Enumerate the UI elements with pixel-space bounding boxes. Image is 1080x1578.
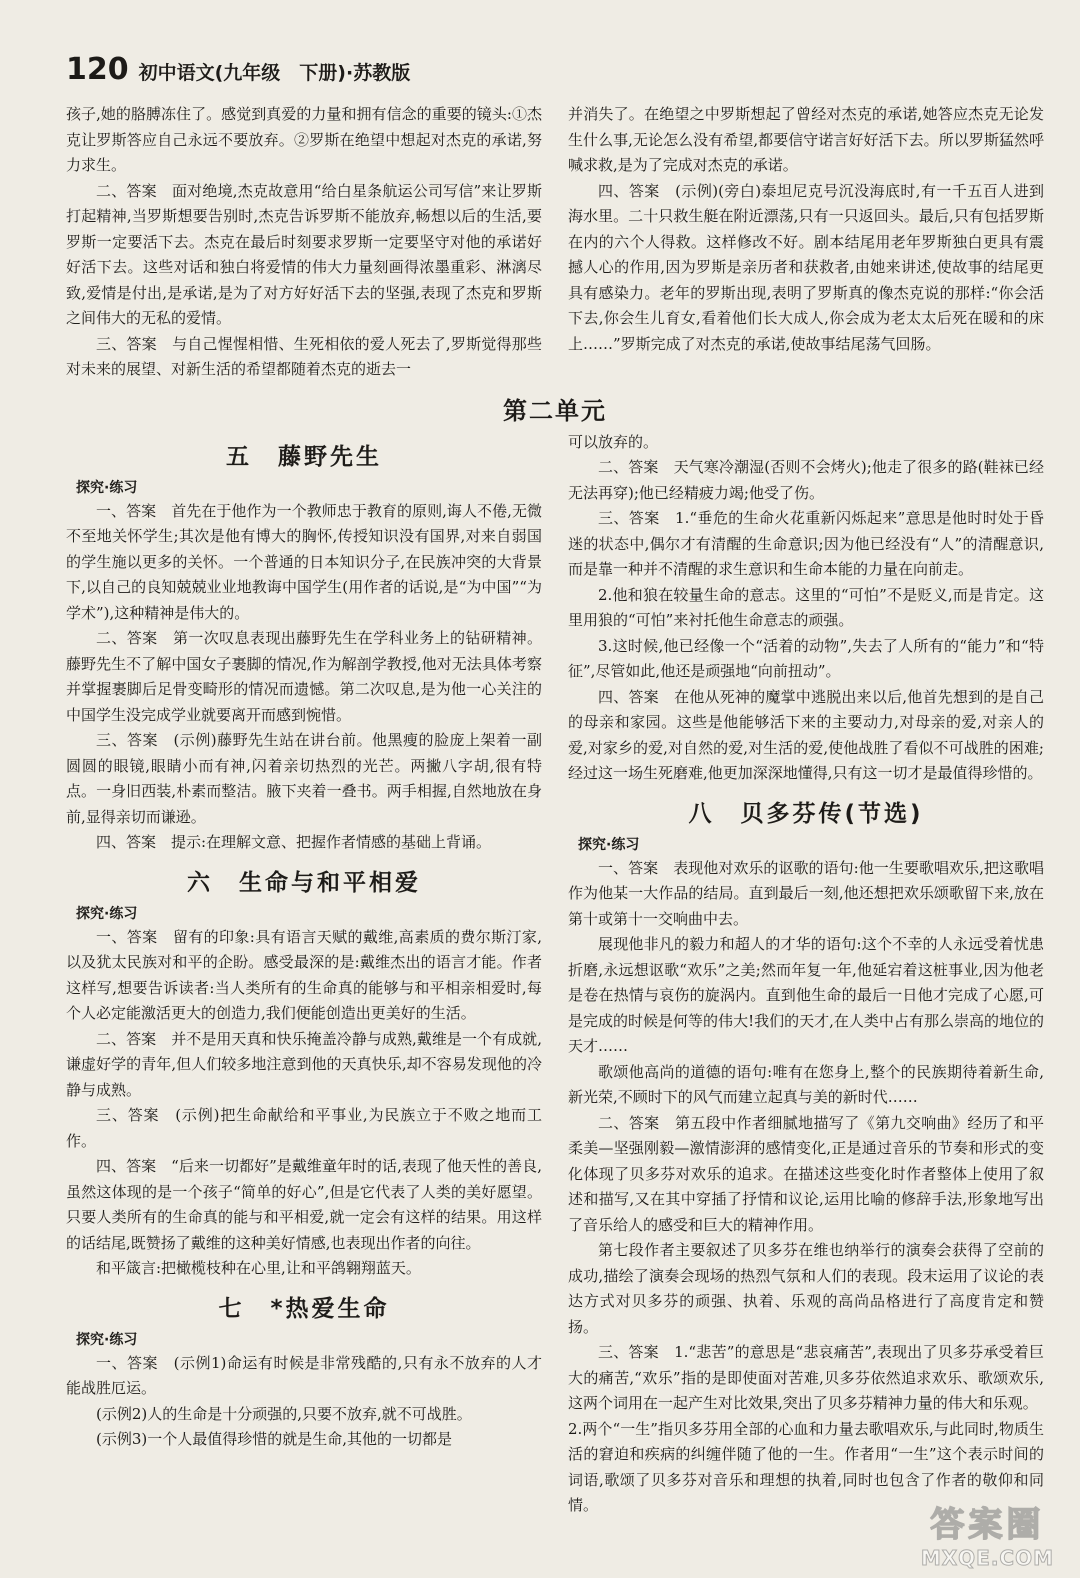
paragraph: 三、答案 (示例)藤野先生站在讲台前。他黑瘦的脸庞上架着一副圆圆的眼镜,眼睛小而有神,闪着亲切热烈的光芒。两撇八字胡,很有特点。一身旧西装,朴素而整洁。腋下夹着一叠书。两手相握,自然地放在身前,显得亲切而谦逊。 — [66, 731, 542, 826]
paragraph: 二、答案 第一次叹息表现出藤野先生在学科业务上的钻研精神。藤野先生不了解中国女子裹脚的情况,作为解剖学教授,他对无法具体考察并掌握裹脚后足骨变畸形的情况而遗憾。第二次叹息,是为他一心关注的中国学生没完成学业就要离开而感到惋惜。 — [66, 629, 542, 724]
paragraph: 2.两个“一生”指贝多芬用全部的心血和力量去歌唱欢乐,与此同时,物质生活的窘迫和疾病的纠缠伴随了他的一生。作者用“一生”这个表示时间的词语,歌颂了贝多芬对音乐和理想的执着,同时也包含了作者的敬仰和同情。 — [568, 1419, 1044, 1514]
lesson-title-7: 七 *热爱生命 — [218, 1295, 390, 1322]
paragraph: (示例3)一个人最值得珍惜的就是生命,其他的一切都是 — [96, 1430, 453, 1448]
paragraph: 三、答案 (示例)把生命献给和平事业,为民族立于不败之地而工作。 — [66, 1106, 542, 1150]
section-label: 探究·练习 — [76, 905, 138, 922]
lesson-title-6: 六 生命与和平相爱 — [187, 869, 421, 896]
top-columns — [66, 102, 1044, 383]
top-left-column — [66, 102, 542, 383]
top-right-column — [568, 102, 1044, 383]
bottom-right-column — [568, 430, 1044, 1519]
paragraph: 和平箴言:把橄榄枝种在心里,让和平鸽翱翔蓝天。 — [96, 1259, 421, 1277]
bottom-columns — [66, 430, 1044, 1519]
section-label: 探究·练习 — [76, 1331, 138, 1348]
book-title: 初中语文(九年级 下册)·苏教版 — [138, 62, 411, 84]
paragraph: 一、答案 首先在于他作为一个教师忠于教育的原则,诲人不倦,无微不至地关怀学生;其次是他有博大的胸怀,传授知识没有国界,对来自弱国的学生施以更多的关怀。一个普通的日本知识分子,在民族冲突的大背景下,以自己的良知兢兢业业地教诲中国学生(用作者的话说,是“为中国”“为学术”),这种精神是伟大的。 — [66, 501, 542, 622]
paragraph: 三、答案 1.“垂危的生命火花重新闪烁起来”意思是他时时处于昏迷的状态中,偶尔才有清醒的生命意识;因为他已经没有“人”的清醒意识,而是靠一种并不清醒的求生意识和生命本能的力量在向前走。 — [568, 509, 1044, 578]
paragraph: 一、答案 留有的印象:具有语言天赋的戴维,高素质的费尔斯汀家,以及犹太民族对和平的企盼。感受最深的是:戴维杰出的语言才能。作者这样写,想要告诉读者:当人类所有的生命真的能够与和平相亲相爱时,每个人必定能激活更大的创造力,我们便能创造出更美好的生活。 — [66, 927, 542, 1022]
paragraph: 四、答案 在他从死神的魔掌中逃脱出来以后,他首先想到的是自己的母亲和家园。这些是他能够活下来的主要动力,对母亲的爱,对亲人的爱,对家乡的爱,对自然的爱,对生活的爱,使他战胜了看似不可战胜的困难;经过这一场生死磨难,他更加深深地懂得,只有这一切才是最值得珍惜的。 — [568, 687, 1044, 782]
watermark-logo — [921, 1497, 1054, 1570]
page-number: 120 — [66, 52, 129, 87]
lesson-title-5: 五 藤野先生 — [226, 443, 382, 470]
paragraph: 三、答案 与自己惺惺相惜、生死相依的爱人死去了,罗斯觉得那些对未来的展望、对新生活的希望都随着杰克的逝去一 — [66, 334, 542, 378]
lesson-title-8: 八 贝多芬传(节选) — [688, 800, 924, 827]
paragraph: 四、答案 (示例)(旁白)泰坦尼克号沉没海底时,有一千五百人进到海水里。二十只救生艇在附近漂荡,只有一只返回头。最后,只有包括罗斯在内的六个人得救。这样修改不好。剧本结尾用老年罗斯独白更具有震撼人心的作用,因为罗斯是亲历者和获救者,由她来讲述,使故事的结尾更具有感染力。老年的罗斯出现,表明了罗斯真的像杰克说的那样:“你会活下去,你会生儿育女,看着他们长大成人,你会成为老太太后死在暖和的床上……”罗斯完成了对杰克的承诺,使故事结尾荡气回肠。 — [568, 181, 1044, 353]
paragraph: 歌颂他高尚的道德的语句:唯有在您身上,整个的民族期待着新生命,新光荣,不顾时下的风气而建立起真与美的新时代…… — [568, 1062, 1044, 1106]
paragraph: 四、答案 提示:在理解文意、把握作者情感的基础上背诵。 — [96, 833, 492, 851]
section-label: 探究·练习 — [578, 836, 640, 853]
paragraph: 展现他非凡的毅力和超人的才华的语句:这个不幸的人永远受着忧患折磨,永远想讴歌“欢乐”之美;然而年复一年,他延宕着这桩事业,因为他老是卷在热情与哀伤的旋涡内。直到他生命的最后一日他才完成了心愿,可是完成的时候是何等的伟大!我们的天才,在人类中占有那么崇高的地位的天才…… — [568, 935, 1044, 1055]
paragraph: 二、答案 天气寒冷潮湿(否则不会烤火);他走了很多的路(鞋袜已经无法再穿);他已经精疲力竭;他受了伤。 — [568, 458, 1044, 502]
unit-title: 第二单元 — [503, 396, 607, 425]
paragraph: 可以放弃的。 — [568, 432, 659, 451]
paragraph: 二、答案 第五段中作者细腻地描写了《第九交响曲》经历了和平柔美—坚强刚毅—激情澎湃的感情变化,正是通过音乐的节奏和形式的变化体现了贝多芬对欢乐的追求。在描述这些变化时作者整体上使用了叙述和描写,又在其中穿插了抒情和议论,运用比喻的修辞手法,形象地写出了音乐给人的感受和巨大的精神作用。 — [568, 1113, 1044, 1234]
paragraph: 二、答案 面对绝境,杰克故意用“给白星条航运公司写信”来让罗斯打起精神,当罗斯想要告别时,杰克告诉罗斯不能放弃,畅想以后的生活,要罗斯一定要活下去。杰克在最后时刻要求罗斯一定要坚守对他的承诺好好活下去。这些对话和独白将爱情的伟大力量刻画得浓墨重彩、淋漓尽致,爱情是付出,是承诺,是为了对方好好活下去的坚强,表现了杰克和罗斯之间伟大的无私的爱情。 — [66, 181, 542, 327]
paragraph: 三、答案 1.“悲苦”的意思是“悲哀痛苦”,表现出了贝多芬承受着巨大的痛苦,“欢乐”指的是即使面对苦难,贝多芬依然追求欢乐、歌颂欢乐,这两个词用在一起产生对比效果,突出了贝多芬精神力量的伟大和乐观。 — [568, 1343, 1044, 1412]
paragraph: 2.他和狼在较量生命的意志。这里的“可怕”不是贬义,而是肯定。这里用狼的“可怕”来衬托他生命意志的顽强。 — [568, 585, 1044, 629]
watermark-text: 答案圈 — [930, 1505, 1045, 1545]
watermark-url: MXQE.COM — [920, 1546, 1054, 1570]
bottom-left-column — [66, 430, 542, 1519]
paragraph: (示例2)人的生命是十分顽强的,只要不放弃,就不可战胜。 — [96, 1404, 472, 1423]
paragraph: 3.这时候,他已经像一个“活着的动物”,失去了人所有的“能力”和“特征”,尽管如此,他还是顽强地“向前扭动”。 — [568, 636, 1044, 680]
section-label: 探究·练习 — [76, 479, 138, 496]
paragraph: 孩子,她的胳膊冻住了。感觉到真爱的力量和拥有信念的重要的镜头:①杰克让罗斯答应自己永远不要放弃。②罗斯在绝望中想起对杰克的承诺,努力求生。 — [66, 105, 542, 174]
paragraph: 第七段作者主要叙述了贝多芬在维也纳举行的演奏会获得了空前的成功,描绘了演奏会现场的热烈气氛和人们的表现。段末运用了议论的表达方式对贝多芬的顽强、执着、乐观的高尚品格进行了高度肯定和赞扬。 — [568, 1241, 1044, 1336]
paragraph: 并消失了。在绝望之中罗斯想起了曾经对杰克的承诺,她答应杰克无论发生什么事,无论怎么没有希望,都要信守诺言好好活下去。所以罗斯猛然呼喊求救,是为了完成对杰克的承诺。 — [568, 105, 1044, 174]
paragraph: 四、答案 “后来一切都好”是戴维童年时的话,表现了他天性的善良,虽然这体现的是一个孩子“简单的好心”,但是它代表了人类的美好愿望。只要人类所有的生命真的能与和平相爱,就一定会有这样的结果。用这样的话结尾,既赞扬了戴维的这种美好情感,也表现出作者的向往。 — [66, 1157, 542, 1252]
paragraph: 二、答案 并不是用天真和快乐掩盖冷静与成熟,戴维是一个有成就,谦虚好学的青年,但人们较多地注意到他的天真快乐,却不容易发现他的冷静与成熟。 — [66, 1029, 542, 1099]
page-header — [66, 52, 1044, 98]
paragraph: 一、答案 表现他对欢乐的讴歌的语句:他一生要歌唱欢乐,把这歌唱作为他某一大作品的结局。直到最后一刻,他还想把欢乐颂歌留下来,放在第十或第十一交响曲中去。 — [568, 858, 1044, 928]
paragraph: 一、答案 (示例1)命运有时候是非常残酷的,只有永不放弃的人才能战胜厄运。 — [66, 1353, 542, 1397]
